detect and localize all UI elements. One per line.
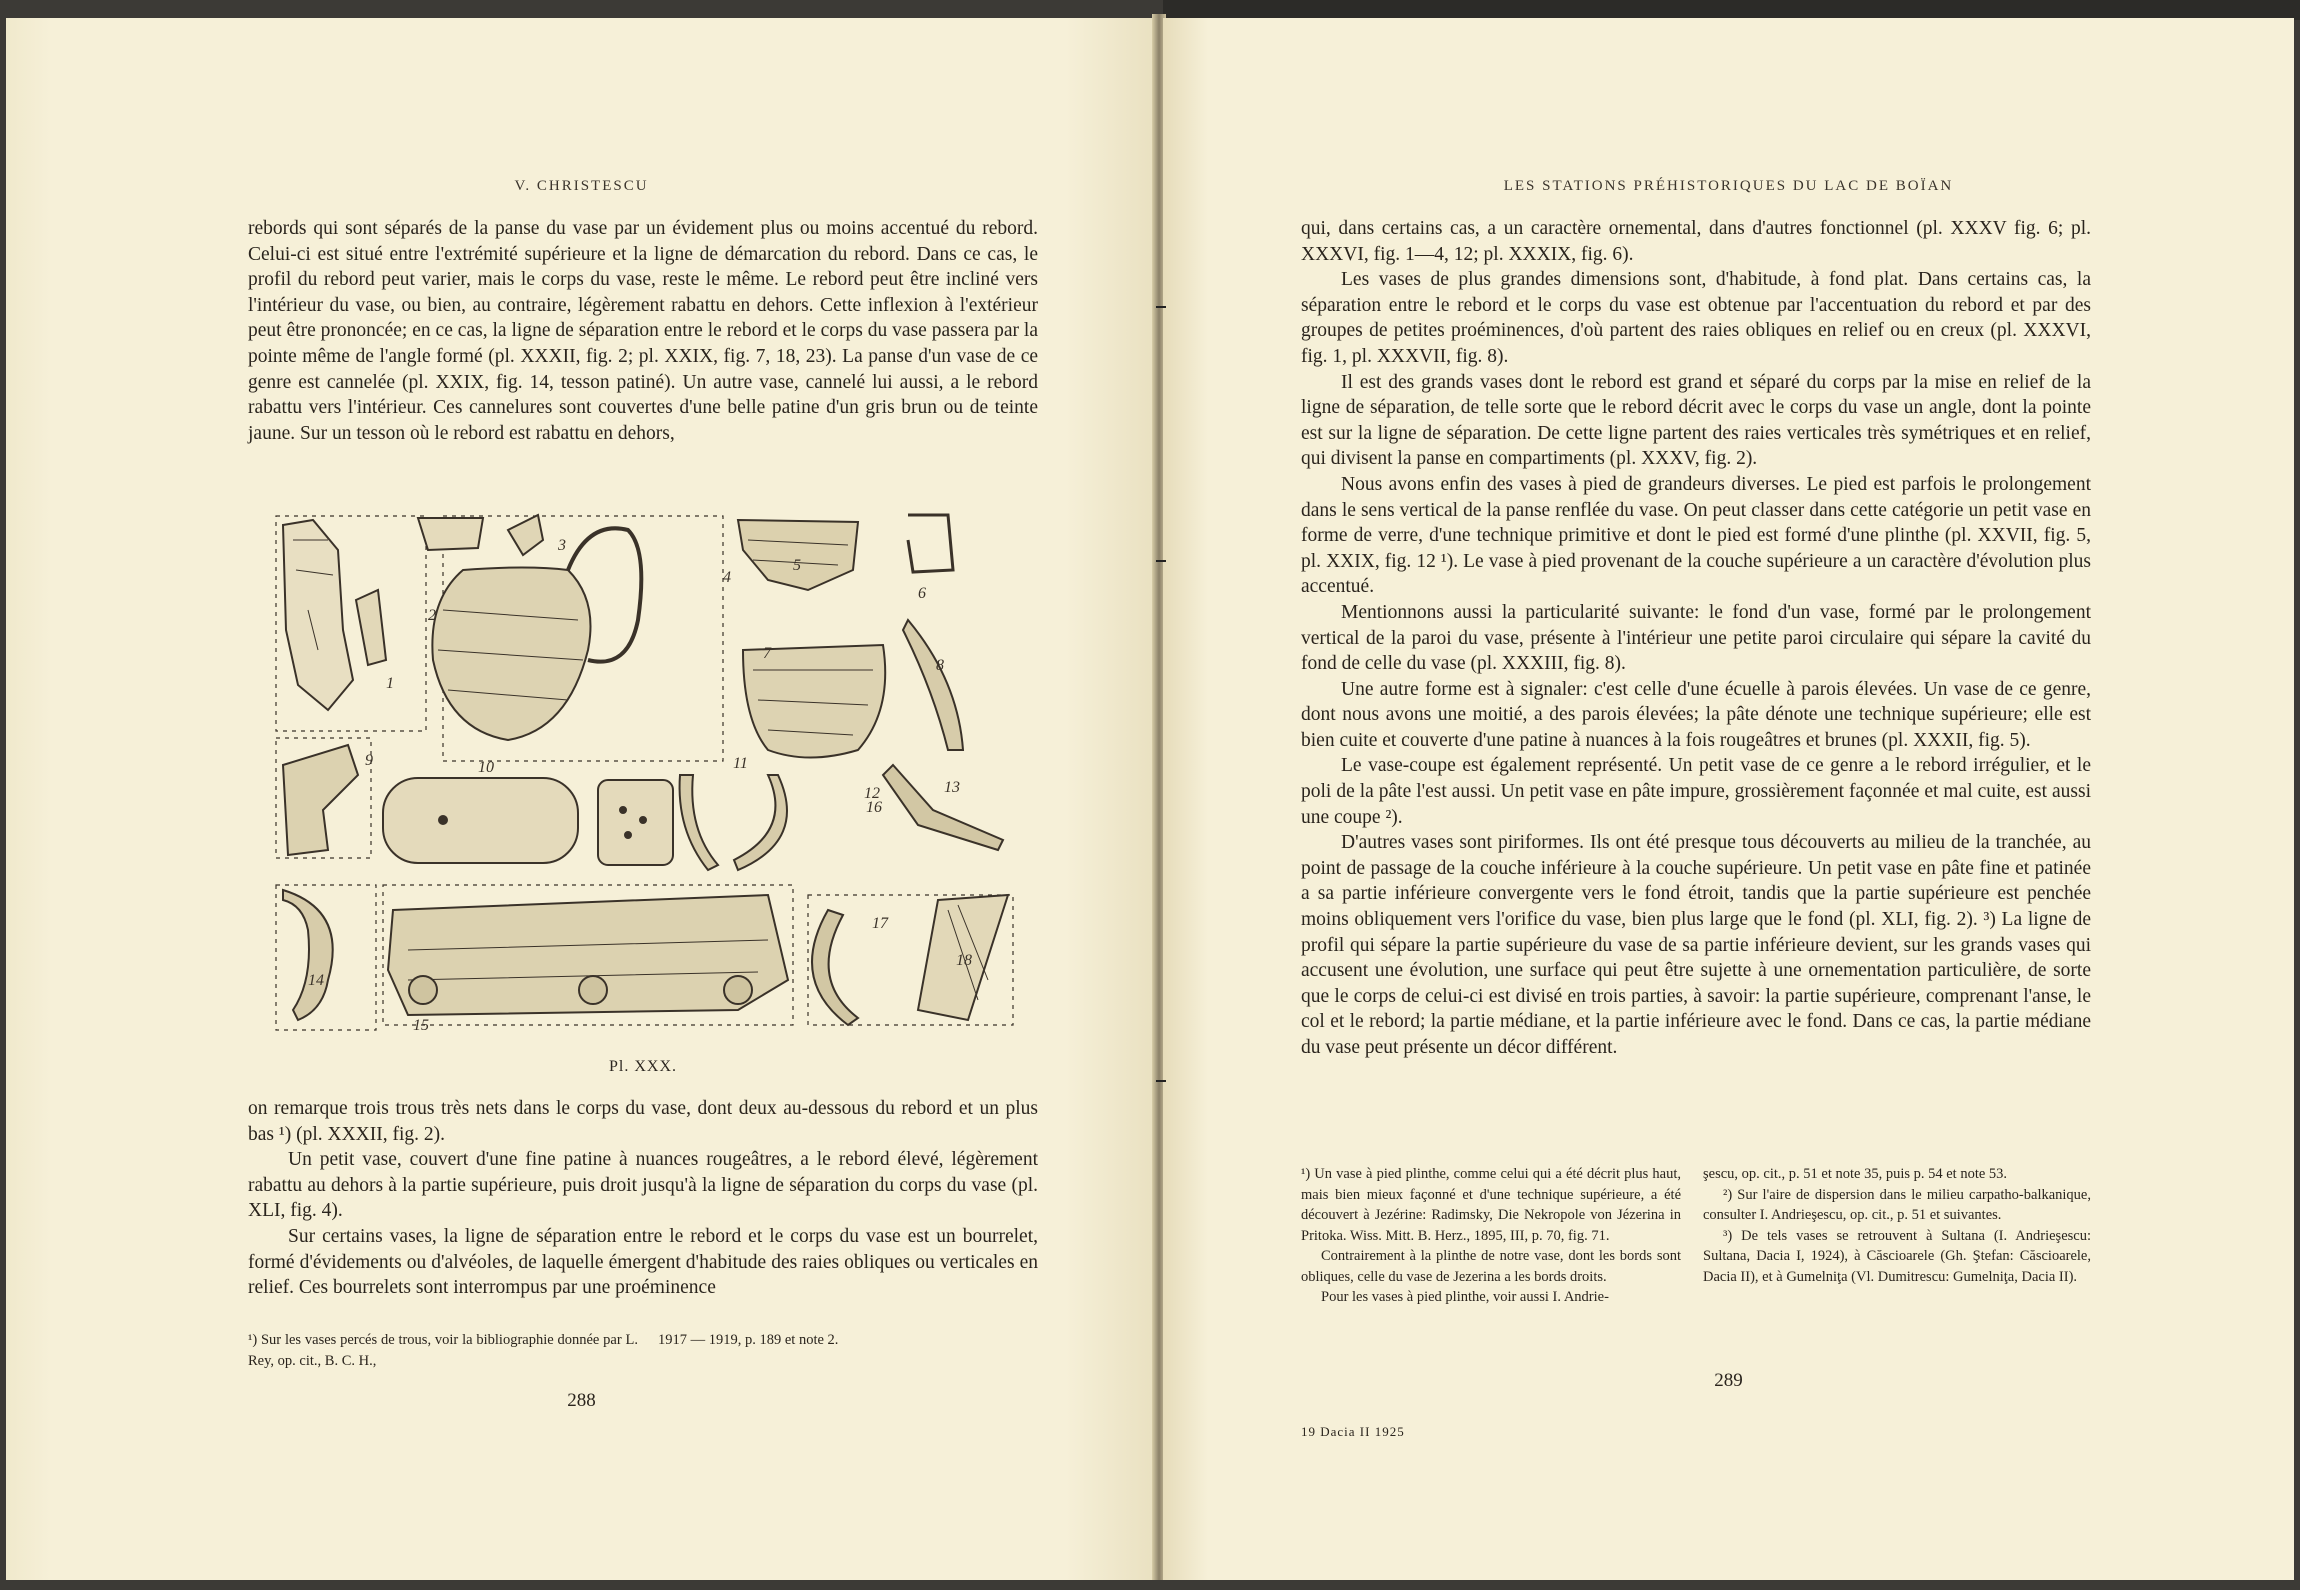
plate-figure-number: 1 xyxy=(386,675,394,692)
right-body-text xyxy=(1301,216,2091,1061)
plate-figure-number: 8 xyxy=(936,657,944,674)
left-paragraph-3: Sur certains vases, la ligne de séparation entre le rebord et le corps du vase est un bourrelet, formé d'évidements ou d'alvéoles, de laquelle émergent d'habitude des raies obliques ou verticales en relief. Ces bourrelets sont interrompus par une proéminence xyxy=(248,1225,1038,1299)
plate-figure-number: 3 xyxy=(558,537,566,554)
right-paragraph-5: Mentionnons aussi la particularité suivante: le fond d'un vase, formé par le prolongement vertical de la paroi du vase, présente à l'intérieur une petite paroi circulaire qui sépare la cavité du fond de celle du vase (pl. XXXIII, fig. 8). xyxy=(1301,601,2091,675)
right-footnote-col2 xyxy=(1703,1164,2091,1287)
right-page xyxy=(1163,18,2294,1580)
left-page-number: 288 xyxy=(567,1390,596,1411)
left-top-paragraph: rebords qui sont séparés de la panse du vase par un évidement plus ou moins accentué du rebord. Celui-ci est situé entre l'extrémité supérieure et la ligne de démarcation du rebord. Dans ce cas, le profil du rebord peut varier, mais le corps du vase, reste le même. Le rebord peut être incliné vers l'intérieur du vase, ou bien, au contraire, légèrement rabattu en dehors. Cette inflexion à l'extérieur peut être prononcée; en ce cas, la ligne de séparation entre le rebord et le corps du vase passera par la pointe même de l'angle formé (pl. XXXII, fig. 2; pl. XXIX, fig. 7, 18, 23). La panse d'un vase de ce genre est cannelée (pl. XXIX, fig. 14, tesson patiné). Un autre vase, cannelé lui aussi, a le rebord rabattu vers l'intérieur. Ces cannelures sont couvertes d'une belle patine d'un gris brun ou de teinte jaune. Sur un tesson où le rebord est rabattu en dehors, xyxy=(248,218,1038,444)
right-footnote-1-cont2: Pour les vases à pied plinthe, voir aussi I. Andrie- xyxy=(1321,1289,1609,1305)
right-footnote-1-cont: Contrairement à la plinthe de notre vase, dont les bords sont obliques, celle du vase de Jezerina a les bords droits. xyxy=(1301,1248,1681,1285)
right-footnote-2: ²) Sur l'aire de dispersion dans le milieu carpatho-balkanique, consulter I. Andrieşescu, op. cit., p. 51 et suivantes. xyxy=(1703,1186,2091,1223)
right-footnote-3: ³) De tels vases se retrouvent à Sultana (I. Andrieşescu: Sultana, Dacia I, 1924), à Căscioarele (Gh. Ştefan: Căscioarele, Dacia II), et à Gumelniţa (Vl. Dumitrescu: Gumelniţa, Dacia II). xyxy=(1703,1227,2091,1285)
left-running-head: V. CHRISTESCU xyxy=(514,178,649,194)
right-footnote-1-end: şescu, op. cit., p. 51 et note 35, puis p. 54 et note 53. xyxy=(1703,1166,2008,1182)
left-footnote-col1: ¹) Sur les vases percés de trous, voir la bibliographie donnée par L. Rey, op. cit., B. C. H., xyxy=(248,1332,638,1369)
edge-mark xyxy=(1156,560,1166,562)
plate-figure-number: 17 xyxy=(872,915,888,932)
right-footnotes xyxy=(1301,1164,2091,1384)
edge-mark xyxy=(1156,306,1166,308)
right-page-number: 289 xyxy=(1714,1370,1743,1391)
right-paragraph-4: Nous avons enfin des vases à pied de grandeurs diverses. Le pied est parfois le prolongement dans le sens vertical de la panse renflée du vase. On peut classer dans cette catégorie un petit vase en forme de verre, d'une technique primitive et dont le pied est formé d'une plinthe (pl. XXVII, fig. 5, pl. XXIX, fig. 12 ¹). Le vase à pied provenant de la couche supérieure a un caractère d'évolution plus accentué. xyxy=(1301,473,2091,598)
plate-figure-number: 4 xyxy=(723,569,731,586)
left-footnote-col2: 1917 — 1919, p. 189 et note 2. xyxy=(658,1332,839,1348)
plate-figure-number: 2 xyxy=(428,607,436,624)
right-paragraph-8: D'autres vases sont piriformes. Ils ont été presque tous découverts au milieu de la tranchée, au point de passage de la couche inférieure à la couche supérieure. Un petit vase en pâte fine et patinée a sa partie inférieure convergente vers le fond étroit, tandis que la partie supérieure est penchée moins obliquement vers l'orifice du vase, bien plus large que le fond (pl. XLI, fig. 2). ³) La ligne de profil qui sépare la partie supérieure du vase de sa partie inférieure devient, sur les grands vases qui accusent une évolution, une surface qui peut être sujette à une ornementation particulière, de sorte que le corps de celui-ci est divisé en trois parties, à savoir: la partie supérieure, comprenant l'anse, le col et le rebord; la partie médiane, et la partie inférieure avec le fond. Dans ce cas, la partie médiane du vase peut présente un décor différent. xyxy=(1301,832,2091,1058)
right-paragraph-6: Une autre forme est à signaler: c'est celle d'une écuelle à parois élevées. Un vase de ce genre, dont nous avons une moitié, a des parois élevées; la pâte dénote une technique supérieure; elle est bien cuite et couverte d'une patine à nuances à la fois rougeâtres et brunes (pl. XXXII, fig. 5). xyxy=(1301,678,2091,751)
right-paragraph-7: Le vase-coupe est également représenté. Un petit vase de ce genre a le rebord irrégulier, et le poli de la pâte l'est aussi. Un petit vase en pâte impure, grossièrement façonnée et mal cuite, est aussi une coupe ²). xyxy=(1301,755,2091,828)
right-running-head: LES STATIONS PRÉHISTORIQUES DU LAC DE BOÏAN xyxy=(1503,178,1954,194)
signature-mark: 19 Dacia II 1925 xyxy=(1301,1424,1405,1439)
right-footnote-1: ¹) Un vase à pied plinthe, comme celui qui a été décrit plus haut, mais bien mieux façonné et d'une technique supérieure, a été découvert à Jezérine: Radimsky, Die Nekropole von Jézerina in Pritoka. Wiss. Mitt. B. Herz., 1895, III, p. 70, fig. 71. xyxy=(1301,1166,1681,1244)
right-paragraph-3: Il est des grands vases dont le rebord est grand et séparé du corps par la mise en relief de la ligne de séparation, de telle sorte que le rebord décrit avec le corps du vase un angle, dont la pointe est sur la ligne de séparation. De cette ligne partent des raies verticales très symétriques et en relief, qui divisent la panse en compartiments (pl. XXXV, fig. 2). xyxy=(1301,371,2091,470)
left-page xyxy=(6,18,1157,1580)
left-paragraph-1: on remarque trois trous très nets dans le corps du vase, dont deux au-dessous du rebord et un plus bas ¹) (pl. XXXII, fig. 2). xyxy=(248,1098,1038,1145)
plate-figure-number: 18 xyxy=(956,952,972,969)
plate-figure-number: 13 xyxy=(944,779,960,796)
left-paragraph-2: Un petit vase, couvert d'une fine patine à nuances rougeâtres, a le rebord élevé, légèrement rabattu au dehors à la partie supérieure, puis droit jusqu'à la ligne de séparation du corps du vase (pl. XLI, fig. 4). xyxy=(248,1149,1038,1222)
plate-figure-number: 16 xyxy=(866,799,882,816)
plate-figure-number: 7 xyxy=(763,645,771,662)
plate-figure-number: 14 xyxy=(308,972,324,989)
plate-caption: Pl. XXX. xyxy=(608,1058,677,1075)
left-top-text xyxy=(248,216,1038,446)
right-footnote-col1 xyxy=(1301,1164,1681,1308)
left-footnotes xyxy=(248,1330,1038,1390)
plate-xxx-figure xyxy=(268,510,1018,1050)
plate-figure-number: 15 xyxy=(413,1017,429,1034)
top-dark-strip xyxy=(1163,0,2300,20)
plate-figure-number: 11 xyxy=(733,755,748,772)
plate-figure-number: 10 xyxy=(478,759,494,776)
right-paragraph-2: Les vases de plus grandes dimensions sont, d'habitude, à fond plat. Dans certains cas, la séparation entre le rebord et le corps du vase est obtenue par l'accentuation du rebord et par des groupes de petites proéminences, d'où partent des raies obliques en relief ou en creux (pl. XXXVI, fig. 1, pl. XXXVII, fig. 8). xyxy=(1301,269,2091,367)
plate-figure-number: 9 xyxy=(365,752,373,769)
plate-drawing xyxy=(268,510,1018,1050)
plate-figure-number: 5 xyxy=(793,557,801,574)
edge-mark xyxy=(1156,1080,1166,1082)
plate-figure-number: 6 xyxy=(918,585,926,602)
plate-figure-number: 12 xyxy=(864,785,880,802)
right-paragraph-1: qui, dans certains cas, a un caractère ornemental, dans d'autres fonctionnel (pl. XXXV fig. 6; pl. XXXVI, fig. 1—4, 12; pl. XXXIX, fig. 6). xyxy=(1301,218,2091,265)
left-bottom-text xyxy=(248,1096,1038,1301)
page-edge-marks xyxy=(1156,290,1168,1090)
